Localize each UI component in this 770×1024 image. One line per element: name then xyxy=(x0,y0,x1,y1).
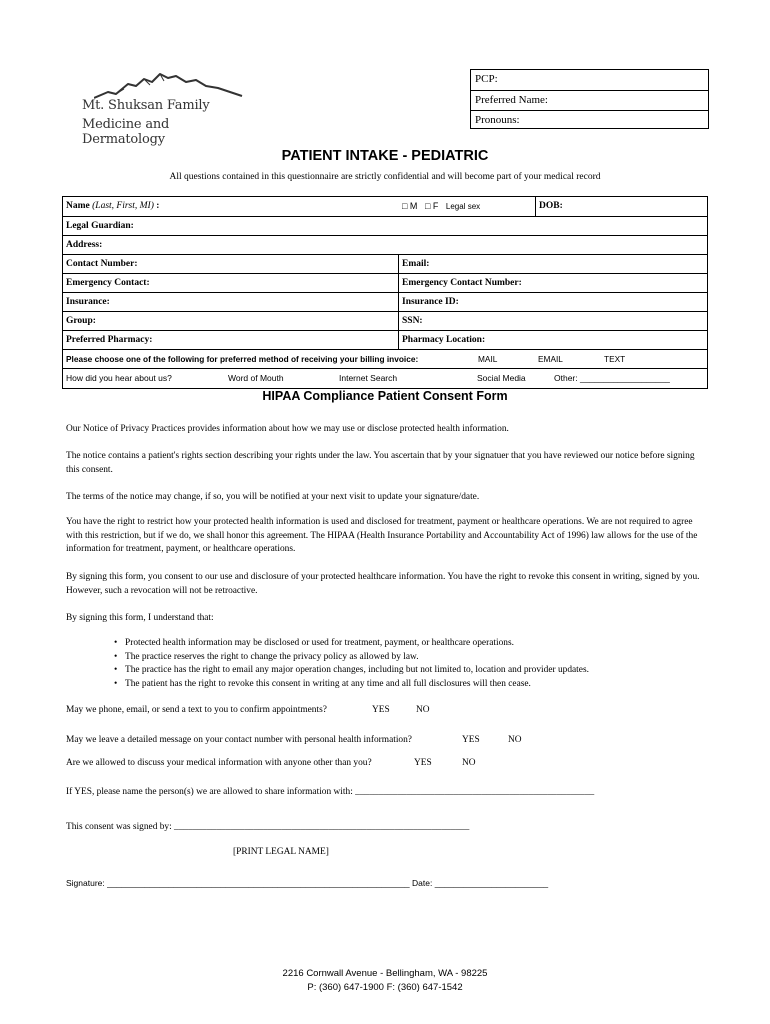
question-detailed-message: May we leave a detailed message on your contact number with personal health information? xyxy=(66,735,412,745)
hear-row xyxy=(63,368,707,388)
hipaa-paragraph-3: The terms of the notice may change, if so, you will be notified at your next visit to update your signature/date. xyxy=(66,492,480,502)
q2-no-option[interactable]: NO xyxy=(508,735,522,745)
emergency-contact-number-field[interactable]: Emergency Contact Number: xyxy=(402,278,522,288)
q2-yes-option[interactable]: YES xyxy=(462,735,480,745)
question-discuss-info: Are we allowed to discuss your medical information with anyone other than you? xyxy=(66,758,372,768)
emergency-row xyxy=(63,273,707,292)
print-legal-name-label: [PRINT LEGAL NAME] xyxy=(233,847,329,857)
ssn-field[interactable]: SSN: xyxy=(402,316,423,326)
address-row xyxy=(63,235,707,254)
dob-field[interactable]: DOB: xyxy=(535,197,707,216)
hear-question: How did you hear about us? xyxy=(66,373,172,383)
billing-question: Please choose one of the following for preferred method of receiving your billing invoice: xyxy=(66,354,419,364)
hipaa-paragraph-1: Our Notice of Privacy Practices provides information about how we may use or disclose protected health information. xyxy=(66,424,509,434)
legal-sex-label: Legal sex xyxy=(445,202,481,211)
footer-phones: P: (360) 647-1900 F: (360) 647-1542 xyxy=(307,982,463,993)
hear-option-other[interactable]: Other: ___________________ xyxy=(554,373,670,383)
intake-form xyxy=(62,196,708,389)
hipaa-paragraph-2: The notice contains a patient's rights section describing your rights under the law. You ascertain that by your signatuer that you have reviewed our notice before signing this consent. xyxy=(66,451,695,475)
question-confirm-appointments: May we phone, email, or send a text to you to confirm appointments? xyxy=(66,705,327,715)
group-field[interactable]: Group: xyxy=(63,312,399,330)
page-title: PATIENT INTAKE - PEDIATRIC xyxy=(281,148,489,164)
list-item: • The patient has the right to revoke this consent in writing at any time and all full disclosures will then cease. xyxy=(112,678,712,692)
q3-yes-option[interactable]: YES xyxy=(414,758,432,768)
sex-m-checkbox[interactable]: □ M xyxy=(402,201,418,211)
page-subtitle: All questions contained in this questionnaire are strictly confidential and will become part of your medical record xyxy=(169,172,601,182)
name-field[interactable] xyxy=(63,197,399,216)
insurance-row xyxy=(63,292,707,311)
logo-line-1: Mt. Shuksan Family xyxy=(82,98,210,113)
emergency-contact-field[interactable]: Emergency Contact: xyxy=(63,274,399,292)
pcp-box xyxy=(470,69,709,129)
billing-option-text[interactable]: TEXT xyxy=(604,354,626,364)
group-row xyxy=(63,311,707,330)
sex-field xyxy=(399,197,535,216)
q1-no-option[interactable]: NO xyxy=(416,705,430,715)
pronouns-field[interactable]: Pronouns: xyxy=(471,110,708,130)
pharmacy-location-field[interactable]: Pharmacy Location: xyxy=(402,335,486,345)
legal-guardian-field[interactable]: Legal Guardian: xyxy=(66,221,134,231)
list-item: • The practice has the right to email any major operation changes, including but not limited to, location and provider updates. xyxy=(112,664,712,678)
consent-signed-by-field[interactable]: This consent was signed by: _______________________________________________________________ xyxy=(66,822,470,832)
practice-logo xyxy=(80,70,250,147)
q3-no-option[interactable]: NO xyxy=(462,758,476,768)
logo-line-2: Medicine and Dermatology xyxy=(82,117,170,147)
billing-option-mail[interactable]: MAIL xyxy=(478,354,498,364)
contact-row xyxy=(63,254,707,273)
name-row xyxy=(63,197,707,216)
footer-address: 2216 Cornwall Avenue - Bellingham, WA - 98225 xyxy=(282,968,488,979)
preferred-name-field[interactable]: Preferred Name: xyxy=(471,90,708,110)
billing-row xyxy=(63,349,707,368)
guardian-row xyxy=(63,216,707,235)
signature-date-field[interactable]: Signature: ________________________________________________________________ Date: ________________________ xyxy=(66,878,549,888)
email-field[interactable]: Email: xyxy=(402,259,430,269)
consent-bullet-list xyxy=(112,637,712,691)
q1-yes-option[interactable]: YES xyxy=(372,705,390,715)
pcp-field[interactable]: PCP: xyxy=(475,73,498,85)
hear-option-social-media[interactable]: Social Media xyxy=(477,373,526,383)
insurance-field[interactable]: Insurance: xyxy=(63,293,399,311)
name-colon: : xyxy=(156,201,160,211)
contact-number-field[interactable]: Contact Number: xyxy=(63,255,399,273)
preferred-pharmacy-field[interactable]: Preferred Pharmacy: xyxy=(63,331,399,349)
insurance-id-field[interactable]: Insurance ID: xyxy=(402,297,459,307)
name-hint: (Last, First, MI) xyxy=(92,201,154,211)
name-label: Name xyxy=(66,201,90,211)
list-item: • The practice reserves the right to change the privacy policy as allowed by law. xyxy=(112,651,712,665)
hear-option-word-of-mouth[interactable]: Word of Mouth xyxy=(228,373,284,383)
billing-option-email[interactable]: EMAIL xyxy=(538,354,563,364)
pharmacy-row xyxy=(63,330,707,349)
hipaa-paragraph-6: By signing this form, I understand that: xyxy=(66,613,214,623)
hipaa-paragraph-5: By signing this form, you consent to our use and disclosure of your protected healthcare information. You have the right to revoke this consent in writing, signed by you. However, such a revocation will not be retroactive. xyxy=(66,572,700,596)
hear-option-internet-search[interactable]: Internet Search xyxy=(339,373,398,383)
address-field[interactable]: Address: xyxy=(66,240,103,250)
list-item: • Protected health information may be disclosed or used for treatment, payment, or healthcare operations. xyxy=(112,637,712,651)
hipaa-paragraph-4: You have the right to restrict how your protected health information is used and disclosed for treatment, payment or healthcare operations. We are not required to agree with this restriction, but if we do, we shall honor this agreement. The HIPAA (Health Insurance Portability and Accountability Act of 1996) law allows for the use of the information for treatment, payment, or healthcare operations. xyxy=(66,517,698,554)
hipaa-title: HIPAA Compliance Patient Consent Form xyxy=(262,389,508,403)
sex-f-checkbox[interactable]: □ F xyxy=(424,201,439,211)
share-persons-field[interactable]: If YES, please name the person(s) we are allowed to share information with: ___________________________________________________ xyxy=(66,787,595,797)
